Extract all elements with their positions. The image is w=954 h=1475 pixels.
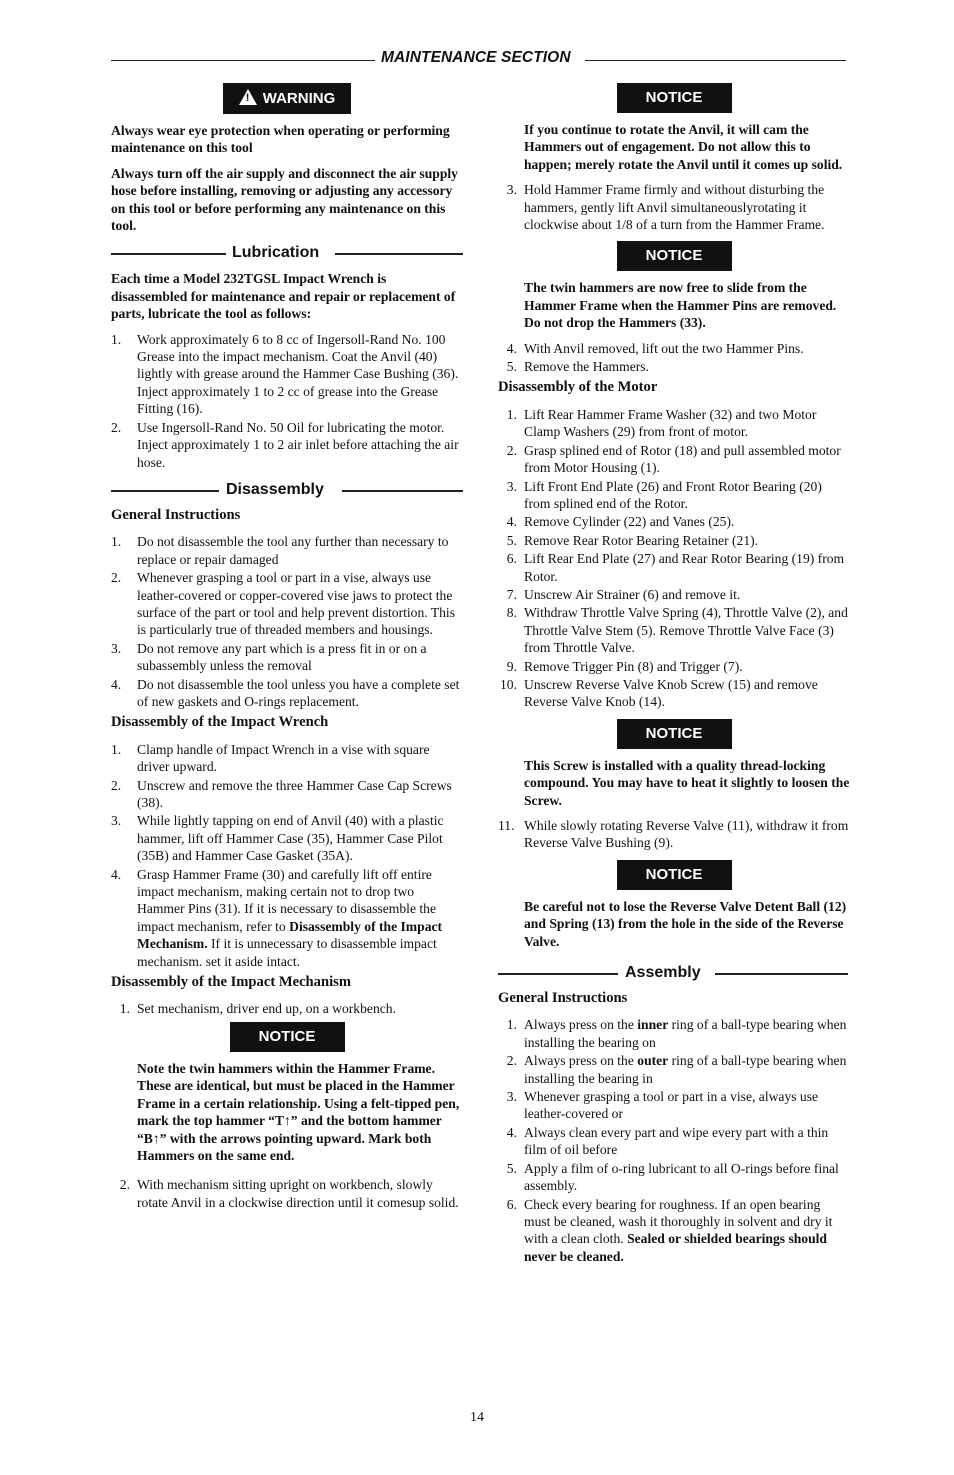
notice-badge: NOTICE [617, 83, 732, 113]
page-number: 14 [470, 1410, 484, 1425]
list-item: 1. Lift Rear Hammer Frame Washer (32) and two Motor Clamp Washers (29) from front of motor. [506, 406, 817, 440]
notice-badge: NOTICE [617, 241, 732, 271]
notice-text-4: Be careful not to lose the Reverse Valve Detent Ball (12) and Spring (13) from the hole in the side of the Reverse Valve. [524, 898, 847, 949]
list-item: 2. Always press on the outer ring of a ball-type bearing when installing the bearing in [506, 1053, 847, 1086]
motor-list-2 [498, 817, 850, 852]
lubrication-intro: Each time a Model 232TGSL Impact Wrench is disassembled for maintenance and repair or replacement of parts, lubricate the tool as follows: [111, 271, 456, 322]
impact-mechanism-list-3 [498, 181, 850, 233]
lubrication-title: Lubrication [232, 244, 320, 262]
assembly-general-title: General Instructions [498, 990, 628, 1007]
list-item: 1. Work approximately 6 to 8 cc of Ingersoll-Rand No. 100 Grease into the impact mechanism. Coat the Anvil (40) lightly with grease around the Hammer Case Bushing (36). Inject approximately 1 to 2 cc of grease into the Grease Fitting (16). [111, 331, 459, 417]
header-title: MAINTENANCE SECTION [381, 49, 571, 66]
list-item: 2. Grasp splined end of Rotor (18) and pull assembled motor from Motor Housing (1). [506, 442, 841, 476]
impact-mechanism-list-4 [498, 340, 850, 376]
notice-badge: NOTICE [617, 860, 732, 890]
list-item: 6. Check every bearing for roughness. If an open bearing must be cleaned, wash it thoroughly in solvent and dry it with a clean cloth. Sealed or shielded bearings should never be cleaned. [506, 1196, 833, 1264]
list-item: 5. Apply a film of o-ring lubricant to all O-rings before final assembly. [506, 1160, 839, 1194]
list-item: 2. Use Ingersoll-Rand No. 50 Oil for lubricating the motor. Inject approximately 1 to 2 air inlet before attaching the air hose. [111, 419, 459, 470]
list-item: 1. Do not disassemble the tool any further than necessary to replace or repair damaged [111, 534, 449, 567]
notice-text-3: This Screw is installed with a quality thread-locking compound. You may have to heat it slightly to loosen the Screw. [524, 757, 850, 808]
list-item: 2. With mechanism sitting upright on workbench, slowly rotate Anvil in a clockwise direction until it comesup solid. [119, 1177, 459, 1210]
list-item: 2. Unscrew and remove the three Hammer Case Cap Screws (38). [111, 777, 452, 810]
header-rule-right [585, 60, 846, 61]
list-item: 5. Remove the Hammers. [506, 359, 649, 375]
impact-mechanism-list-2 [111, 1176, 463, 1211]
warning-badge [223, 83, 351, 114]
right-column [498, 83, 850, 1269]
list-item: 3. Hold Hammer Frame firmly and without disturbing the hammers, gently lift Anvil simultaneouslyrotating it clockwise about 1/8 of a turn from the Hammer Frame. [506, 182, 825, 233]
list-item: 2. Whenever grasping a tool or part in a vise, always use leather-covered or copper-covered vise jaws to protect the surface of the part or tool and help prevent distortion. This is particularly true of threaded members and housings. [111, 570, 455, 638]
left-column [111, 83, 463, 1215]
disassembly-title: Disassembly [226, 480, 324, 498]
impact-mechanism-list [111, 1000, 463, 1017]
notice-badge: NOTICE [617, 719, 732, 749]
list-item: 10. Unscrew Reverse Valve Knob Screw (15) and remove Reverse Valve Knob (14). [500, 676, 818, 710]
list-item: 4. Always clean every part and wipe every part with a thin film of oil before [506, 1124, 829, 1158]
list-item: 4. Grasp Hammer Frame (30) and carefully lift off entire impact mechanism, making certain not to drop two Hammer Pins (31). If it is necessary to disassemble the impact mechanism, refer to Disassembly of the Impact Mechanism. If it is unnecessary to disassemble impact mechanism. set it aside intact. [111, 866, 443, 969]
impact-wrench-title: Disassembly of the Impact Wrench [111, 714, 329, 731]
assembly-list [498, 1016, 850, 1265]
disassembly-heading [111, 479, 463, 501]
impact-wrench-list [111, 741, 463, 970]
notice-text: Note the twin hammers within the Hammer Frame. These are identical, but must be placed in the Hammer Frame in a certain relationship. Using a felt-tipped pen, mark the top hammer “T↑” and the bottom hammer “B↑” with the arrows pointing upward. Mark both Hammers on the same end. [137, 1060, 460, 1163]
warning-text-2: Always turn off the air supply and disconnect the air supply hose before installing, removing or adjusting any accessory on this tool or before performing any maintenance on this tool. [111, 165, 458, 234]
list-item: 8. Withdraw Throttle Valve Spring (4), Throttle Valve (2), and Throttle Valve Stem (5). Remove Throttle Valve Face (3) from Throttle Valve. [506, 605, 848, 656]
warning-triangle-icon: ! [239, 89, 257, 105]
list-item: 4. Do not disassemble the tool unless you have a complete set of new gaskets and O-rings replacement. [111, 676, 460, 709]
warning-label: WARNING [262, 90, 336, 107]
section-header [111, 49, 846, 71]
list-item: 1. Always press on the inner ring of a ball-type bearing when installing the bearing on [506, 1017, 847, 1050]
lubrication-list [111, 331, 463, 471]
list-item: 4. Remove Cylinder (22) and Vanes (25). [506, 514, 735, 530]
warning-text-1: Always wear eye protection when operating or performing maintenance on this tool [111, 123, 450, 156]
list-item: 11. While slowly rotating Reverse Valve (11), withdraw it from Reverse Valve Bushing (9). [498, 818, 849, 851]
general-instructions-title: General Instructions [111, 506, 241, 523]
impact-mechanism-title: Disassembly of the Impact Mechanism [111, 974, 351, 991]
notice-text-2: The twin hammers are now free to slide from the Hammer Frame when the Hammer Pins are removed. Do not drop the Hammers (33). [524, 280, 837, 331]
list-item: 6. Lift Rear End Plate (27) and Rear Rotor Bearing (19) from Rotor. [506, 551, 845, 584]
list-item: 1. Clamp handle of Impact Wrench in a vise with square driver upward. [111, 741, 430, 775]
list-item: 3. Do not remove any part which is a press fit in or on a subassembly unless the removal [111, 640, 427, 674]
assembly-heading [498, 962, 850, 984]
list-item: 5. Remove Rear Rotor Bearing Retainer (21). [506, 532, 759, 548]
list-item: 3. While lightly tapping on end of Anvil (40) with a plastic hammer, lift off Hammer Case (35), Hammer Case Pilot (35B) and Hammer Case Gasket (35A). [111, 813, 444, 864]
list-item: 3. Whenever grasping a tool or part in a vise, always use leather-covered or [506, 1089, 819, 1122]
lubrication-heading [111, 242, 463, 264]
notice-badge: NOTICE [230, 1022, 345, 1052]
list-item: 7. Unscrew Air Strainer (6) and remove it. [506, 586, 741, 602]
motor-list [498, 406, 850, 711]
header-rule-left [111, 60, 375, 61]
notice-text-1: If you continue to rotate the Anvil, it will cam the Hammers out of engagement. Do not allow this to happen; merely rotate the Anvil until it comes up solid. [524, 122, 843, 172]
list-item: 3. Lift Front End Plate (26) and Front Rotor Bearing (20) from splined end of the Rotor. [506, 478, 822, 511]
list-item: 1. Set mechanism, driver end up, on a workbench. [119, 1001, 396, 1017]
list-item: 4. With Anvil removed, lift out the two Hammer Pins. [506, 340, 804, 356]
general-instructions-list [111, 533, 463, 710]
list-item: 9. Remove Trigger Pin (8) and Trigger (7). [506, 658, 743, 674]
motor-title: Disassembly of the Motor [498, 379, 658, 396]
assembly-title: Assembly [625, 964, 701, 982]
